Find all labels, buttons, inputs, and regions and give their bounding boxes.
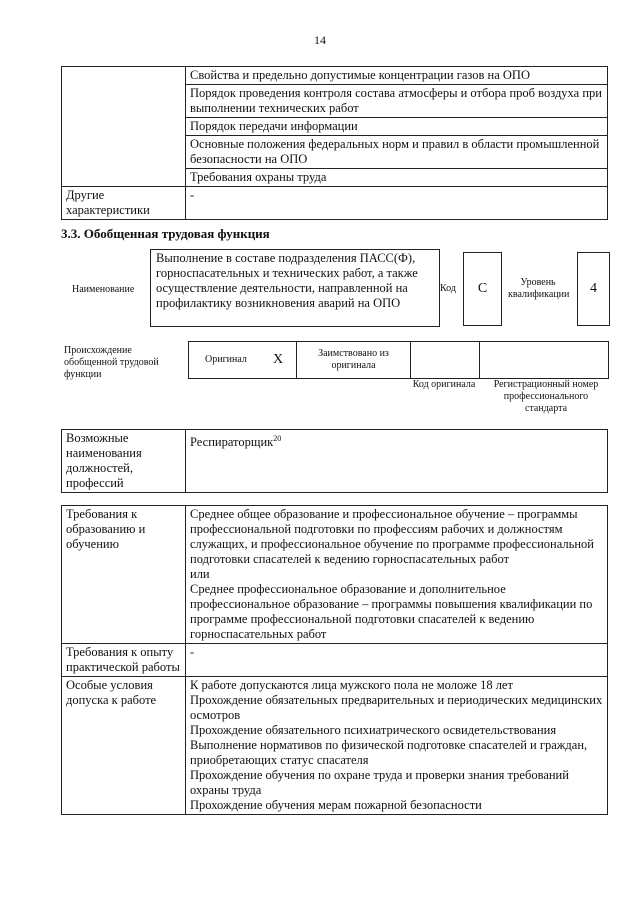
borrowed-label: Заимствовано из оригинала bbox=[318, 348, 389, 371]
positions-value: Респираторщик bbox=[190, 435, 274, 450]
original-label: Оригинал bbox=[205, 354, 247, 365]
positions-label: Возможные наименования должностей, профессий bbox=[62, 430, 186, 493]
knowledge-row-1: Свойства и предельно допустимые концентрации газов на ОПО bbox=[186, 67, 608, 85]
name-label: Наименование bbox=[72, 284, 135, 295]
origin-label: Происхождение обобщенной трудовой функции bbox=[64, 345, 159, 380]
positions-footnote: 20 bbox=[273, 434, 282, 443]
special-conditions-label: Особые условия допуска к работе bbox=[62, 677, 186, 815]
education-value-cell bbox=[186, 506, 608, 644]
experience-value: - bbox=[186, 644, 608, 677]
other-characteristics-label: Другие характеристики bbox=[62, 187, 186, 220]
code-value-box: С bbox=[463, 252, 502, 326]
positions-table bbox=[61, 429, 608, 493]
special-line-2: Прохождение обязательных предварительных и периодических медицинских осмотров bbox=[190, 693, 603, 722]
origin-divider-1 bbox=[296, 341, 297, 378]
special-line-4: Выполнение нормативов по физической подготовке спасателей и граждан, приобретающих статус спасателя bbox=[190, 738, 588, 767]
code-label: Код bbox=[440, 283, 456, 294]
origin-row bbox=[188, 341, 609, 379]
origin-divider-3 bbox=[479, 341, 480, 378]
requirements-table bbox=[61, 505, 608, 815]
other-characteristics-value: - bbox=[186, 187, 608, 220]
original-mark: X bbox=[273, 352, 284, 367]
education-line-2: или bbox=[190, 567, 210, 581]
special-line-6: Прохождение обучения мерам пожарной безопасности bbox=[190, 798, 482, 812]
function-name-box: Выполнение в составе подразделения ПАСС(Ф), горноспасательных и технических работ, а также осуществление деятельности, направленной на профилактику возникновения аварий на ОПО bbox=[150, 249, 440, 327]
education-line-3: Среднее профессиональное образование и дополнительное профессиональное образование – программы повышения квалификации по программе профессиональной подготовки спасателей к ведению горноспасательных работ bbox=[190, 582, 593, 641]
code-original-label: Код оригинала bbox=[412, 379, 476, 390]
special-conditions-cell bbox=[186, 677, 608, 815]
reg-number-label: Регистрационный номер профессионального стандарта bbox=[493, 379, 599, 414]
special-line-5: Прохождение обучения по охране труда и проверки знания требований охраны труда bbox=[190, 768, 569, 797]
page-number: 14 bbox=[314, 33, 326, 47]
positions-value-cell bbox=[186, 430, 608, 493]
level-label: Уровень квалификации bbox=[508, 277, 570, 300]
experience-label: Требования к опыту практической работы bbox=[62, 644, 186, 677]
knowledge-row-4: Основные положения федеральных норм и правил в области промышленной безопасности на ОПО bbox=[186, 136, 608, 169]
special-line-3: Прохождение обязательного психиатрического освидетельствования bbox=[190, 723, 557, 737]
origin-divider-2 bbox=[410, 341, 411, 378]
knowledge-table bbox=[61, 66, 608, 220]
knowledge-row-3: Порядок передачи информации bbox=[186, 118, 608, 136]
knowledge-left-cell bbox=[62, 67, 186, 187]
knowledge-row-2: Порядок проведения контроля состава атмосферы и отбора проб воздуха при выполнении технических работ bbox=[186, 85, 608, 118]
education-label: Требования к образованию и обучению bbox=[62, 506, 186, 644]
knowledge-row-5: Требования охраны труда bbox=[186, 169, 608, 187]
special-line-1: К работе допускаются лица мужского пола не моложе 18 лет bbox=[190, 678, 513, 692]
level-value-box: 4 bbox=[577, 252, 610, 326]
section-title: 3.3. Обобщенная трудовая функция bbox=[61, 226, 270, 241]
education-line-1: Среднее общее образование и профессиональное обучение – программы профессиональной подготовки по профессиям рабочих и должностям служащих, и профессиональное обучение по программе профессиональной подготовки спасателей к ведению горноспасательных работ bbox=[190, 507, 594, 566]
